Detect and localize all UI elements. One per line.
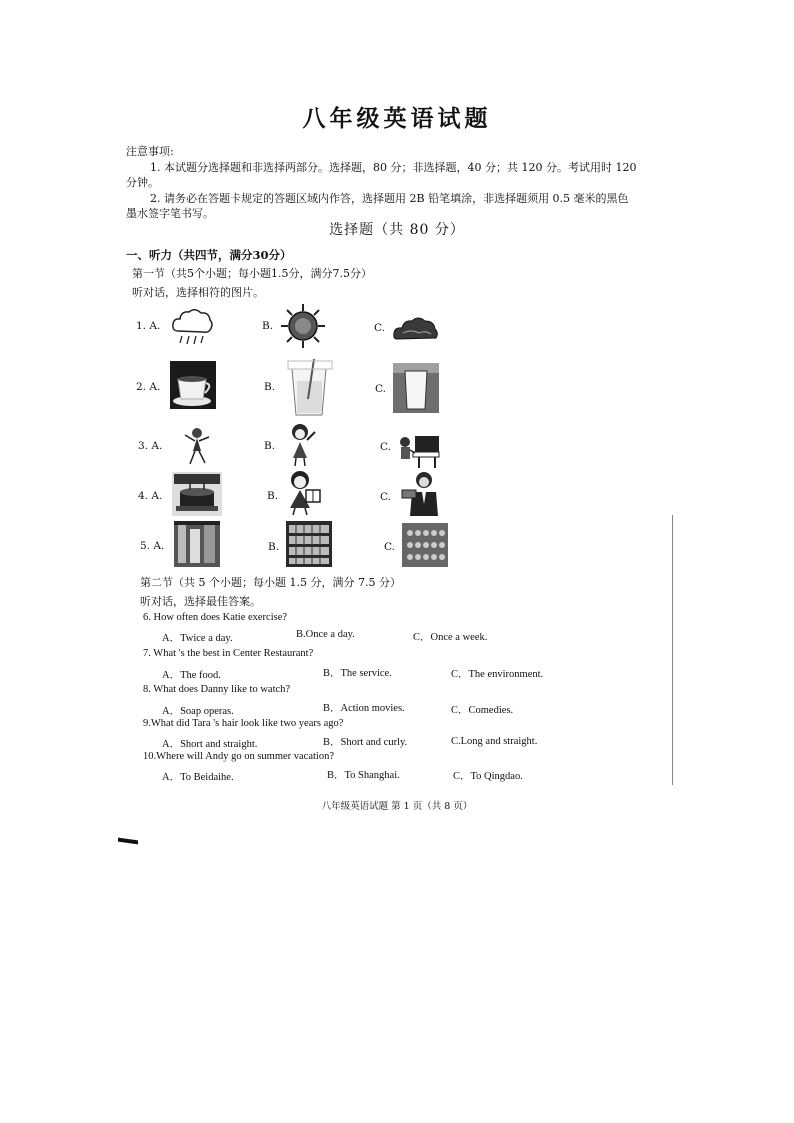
q3-label: 3. A. (138, 440, 163, 452)
section1-instruction: 听对话，选择相符的图片。 (132, 286, 264, 299)
q1-option-c: C. (374, 322, 385, 334)
q3-option-b: B. (264, 440, 276, 452)
q8-option-b: B．Action movies. (323, 703, 405, 714)
scan-edge-line (672, 515, 673, 785)
q7-option-c: C．The environment. (451, 669, 544, 680)
q10-option-c: C．To Qingdao. (453, 771, 523, 782)
page-title: 八年级英语试题 (302, 105, 492, 132)
q9-option-c: C.Long and straight. (451, 736, 538, 747)
supermarket-icon (402, 523, 448, 567)
section1-heading: 第一节（共5个小题；每小题1.5分，满分7.5分） (132, 267, 372, 280)
clothes-shop-icon (174, 521, 220, 567)
q7-option-b: B．The service. (323, 668, 392, 679)
section2-instruction: 听对话，选择最佳答案。 (140, 595, 261, 608)
cloudy-icon (393, 313, 439, 343)
q9-text: 9.What did Tara 's hair look like two years ago? (143, 718, 344, 729)
page-footer: 八年级英语试题 第 1 页（共 8 页） (321, 801, 473, 812)
note-line-1: 1. 本试题分选择题和非选择两部分。选择题，80 分；非选择题，40 分；共 120 分。考试用时 120 (150, 161, 637, 174)
notes-heading: 注意事项: (126, 145, 174, 158)
q10-text: 10.Where will Andy go on summer vacation? (143, 751, 334, 762)
juice-glass-icon (286, 359, 334, 417)
note-line-2b: 墨水签字笔书写。 (126, 207, 214, 220)
q8-text: 8. What does Danny like to watch? (143, 684, 291, 695)
section2-heading: 第二节（共 5 个小题；每小题 1.5 分，满分 7.5 分） (140, 576, 401, 589)
note-line-1b: 分钟。 (126, 176, 159, 189)
q2-label: 2. A. (136, 381, 161, 393)
q10-option-b: B．To Shanghai. (327, 770, 400, 781)
q4-option-b: B. (267, 490, 279, 502)
q4-option-c: C. (380, 491, 391, 503)
q7-option-a: A．The food. (162, 670, 221, 681)
man-with-sandwich-icon (400, 470, 444, 518)
q7-text: 7. What 's the best in Center Restaurant? (143, 648, 314, 659)
q1-option-b: B. (262, 320, 274, 332)
bookshelf-icon (286, 521, 332, 567)
part1-heading: 一、听力（共四节，满分30分） (126, 248, 292, 262)
boy-with-gift-icon (280, 468, 324, 516)
sun-icon (280, 303, 326, 349)
q3-option-c: C. (380, 441, 391, 453)
milk-glass-icon (393, 363, 439, 413)
q6-option-b: B.Once a day. (296, 629, 355, 640)
note-line-2: 2. 请务必在答题卡规定的答题区域内作答，选择题用 2B 铅笔填涂，非选择题须用 0.5 毫米的黑色 (150, 192, 629, 205)
q5-option-b: B. (268, 541, 280, 553)
piano-player-icon (397, 428, 441, 468)
q2-option-b: B. (264, 381, 276, 393)
q9-option-b: B．Short and curly. (323, 737, 408, 748)
birthday-cake-icon (172, 472, 222, 516)
q1-label: 1. A. (136, 320, 161, 332)
q9-option-a: A．Short and straight. (162, 739, 258, 750)
q2-option-c: C. (375, 383, 386, 395)
scan-mark (118, 838, 138, 845)
q6-option-a: A．Twice a day. (162, 633, 233, 644)
section-title: 选择题（共 80 分） (329, 222, 465, 238)
q8-option-a: A．Soap operas. (162, 706, 234, 717)
q6-option-c: C．Once a week. (413, 632, 488, 643)
q6-text: 6. How often does Katie exercise? (143, 612, 288, 623)
q4-label: 4. A. (138, 490, 163, 502)
rain-cloud-icon (170, 305, 214, 347)
q8-option-c: C．Comedies. (451, 705, 514, 716)
q5-label: 5. A. (140, 540, 165, 552)
q10-option-a: A．To Beidaihe. (162, 772, 234, 783)
coffee-cup-icon (170, 361, 216, 409)
singing-girl-icon (285, 422, 319, 468)
q5-option-c: C. (384, 541, 395, 553)
dancing-girl-icon (182, 426, 212, 466)
